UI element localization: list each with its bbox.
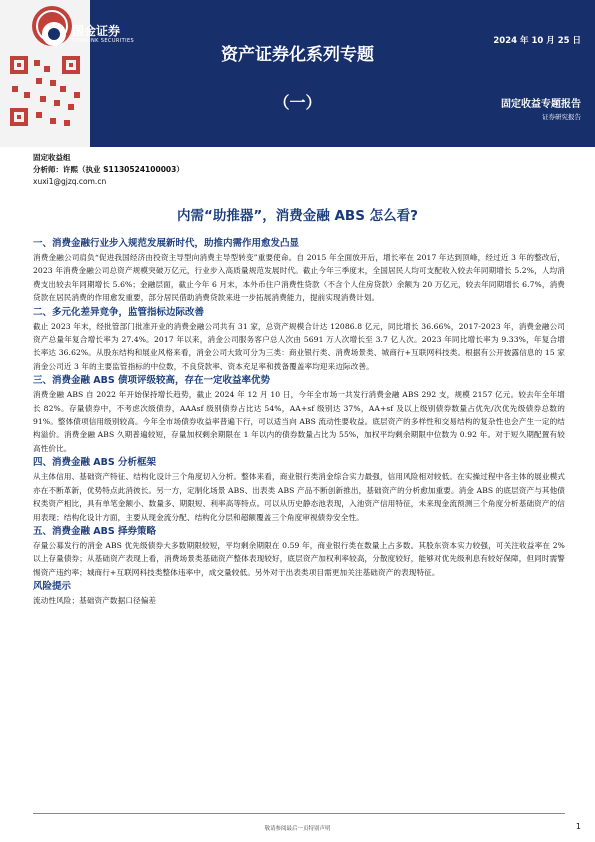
page-number: 1 [575, 822, 581, 831]
report-date: 2024 年 10 月 25 日 [493, 36, 581, 46]
section-body: 从主体信用、基础资产特征、结构化设计三个角度切入分析。整体来看，商业银行类消金综合实力最强，信用风险相对较低。在实操过程中各主体的展业模式亦在不断革新，优势特点此消彼长。另一方，定制化场景 ABS、出表类 ABS 产品不断创新推出，基础资产的分析愈加重要。消金 ABS 的底层资产与其他债权类资产相比，具有单笔金额小、数量多、期限短、利率高等特点。可以从历史静态池表现，入池资产信用特征，未来现金流预测三个角度分析基础资产的信用表现；结构化设计方面，主要从现金流分配、结构化分层和超额覆盖三个角度审视债券安全性。 [33, 472, 565, 522]
risk-title: 风险提示 [33, 581, 72, 593]
section-title: 三、消费金融 ABS 债项评级较高，存在一定收益率优势 [33, 375, 271, 387]
section-title: 五、消费金融 ABS 择券策略 [33, 525, 157, 537]
analyst-name: 分析师：许熙（执业 S1130524100003） [33, 165, 184, 174]
section-body: 截止 2023 年末，经批管部门批准开业的消费金融公司共有 31 家，总资产规模合计达 12086.8 亿元，同比增长 36.66%，2017-2023 年，消费金融公司资产总量年复合增长率为 27.4%。2017 年以来，消金公司服务客户总人次由 5691 万人次增长至 3.7 亿人次。2023 年同比增长率为 9.33%，年复合增长率达 36.62%。从股东结构和展业风格来看，消金公司大致可分为三类：商业银行类、消费场景类、城商行+互联网科技类。根据有公开披露信息的 15 家消金公司近 3 年的主要监管指标的中位数，不良贷款率、资本充足率和拨备覆盖率均迎来边际改善。 [33, 321, 565, 371]
section-body: 消费金融 ABS 自 2022 年开始保持增长趋势，截止 2024 年 12 月 10 日，今年全市场一共发行消费金融 ABS 292 支，规模 2157 亿元。较去年全年增长 82%。存量债券中，不考虑次级债券，AAAsf 级别债券占比达 54%，AA+sf 级别达 37%，AA+sf 及以上级别债券数量占优先/次优先级债券总数的 91%。整体债项信用级别较高。今年全市场债券收益率普遍下行，可以适当向 ABS 流动性要收益。底层资产的多样性和交易结构的复杂性也会产生一定的结构溢价。消费金融 ABS 久期普遍较短，存量加权剩余期限在 1 年以内的债券数量占比为 55%，加权平均剩余期限中位数为 0.92 年。对于短久期配置有较高性价比。 [33, 390, 565, 453]
section-body: 存量公募发行的消金 ABS 优先级债券大多数期限较短，平均剩余期限在 0.59 年，商业银行类在数量上占多数。其股东资本实力较强，可关注收益率在 2%以上存量债券；从基础资产表现上看，消费场景类基础资产整体表现较好，底层资产加权利率较高，分散度较好，能够对优先级利息有较好保障，但同时需警惕资产违约率；城商行+互联网科技类整体违率中，成交量较低。另外对于出表类项目需更加关注基础资产的表现特征。 [33, 540, 565, 577]
report-type: 固定收益专题报告 [501, 99, 581, 110]
footer-divider [33, 813, 565, 814]
report-subtype: 证券研究报告 [542, 113, 581, 121]
report-title-line2: （一） [273, 93, 322, 112]
group-label: 固定收益组 [33, 153, 71, 162]
header-banner [0, 0, 595, 147]
section-title: 一、消费金融行业步入规范发展新时代，助推内需作用愈发凸显 [33, 238, 300, 249]
section-title: 二、多元化差异竞争，监管指标边际改善 [33, 306, 205, 318]
logo-en: SINOLINK SECURITIES [72, 37, 135, 44]
report-title-line1: 资产证券化系列专题 [221, 45, 374, 65]
section-body: 消费金融公司肩负“促进我国经济由投资主导型向消费主导型转变”重要使命。自 2015 年全面放开后，增长率在 2017 年达到顶峰，经过近 3 年的整改后，2023 年消费金融公司总资产规模突破万亿元，行业步入高质量规范发展时代。截止今年三季度末，全国居民人均可支配收入较去年同期增长 5.2%，人均消费支出较去年同期增长 5.6%；金融层面，截止今年 6 月末，本外币住户消费性贷款（不含个人住房贷款）余额为 20 万亿元，较去年同期增长 6.7%，消费贷款在居民消费的作用愈发重要，部分居民借助消费贷款来进一步拓展消费能力，提前实现消费计划。 [33, 253, 565, 303]
main-title: 内需“助推器”，消费金融 ABS 怎么看? [177, 208, 418, 224]
footer-disclaimer: 敬请参阅最后一页特别声明 [264, 826, 331, 832]
analyst-info [33, 152, 184, 188]
analyst-email: xuxi1@gjzq.com.cn [33, 177, 107, 186]
logo-cn: 国金证券 [72, 23, 121, 38]
report-body [33, 236, 565, 608]
section-title: 四、消费金融 ABS 分析框架 [33, 457, 157, 469]
risk-body: 流动性风险；基础资产数据口径偏差 [33, 596, 157, 606]
